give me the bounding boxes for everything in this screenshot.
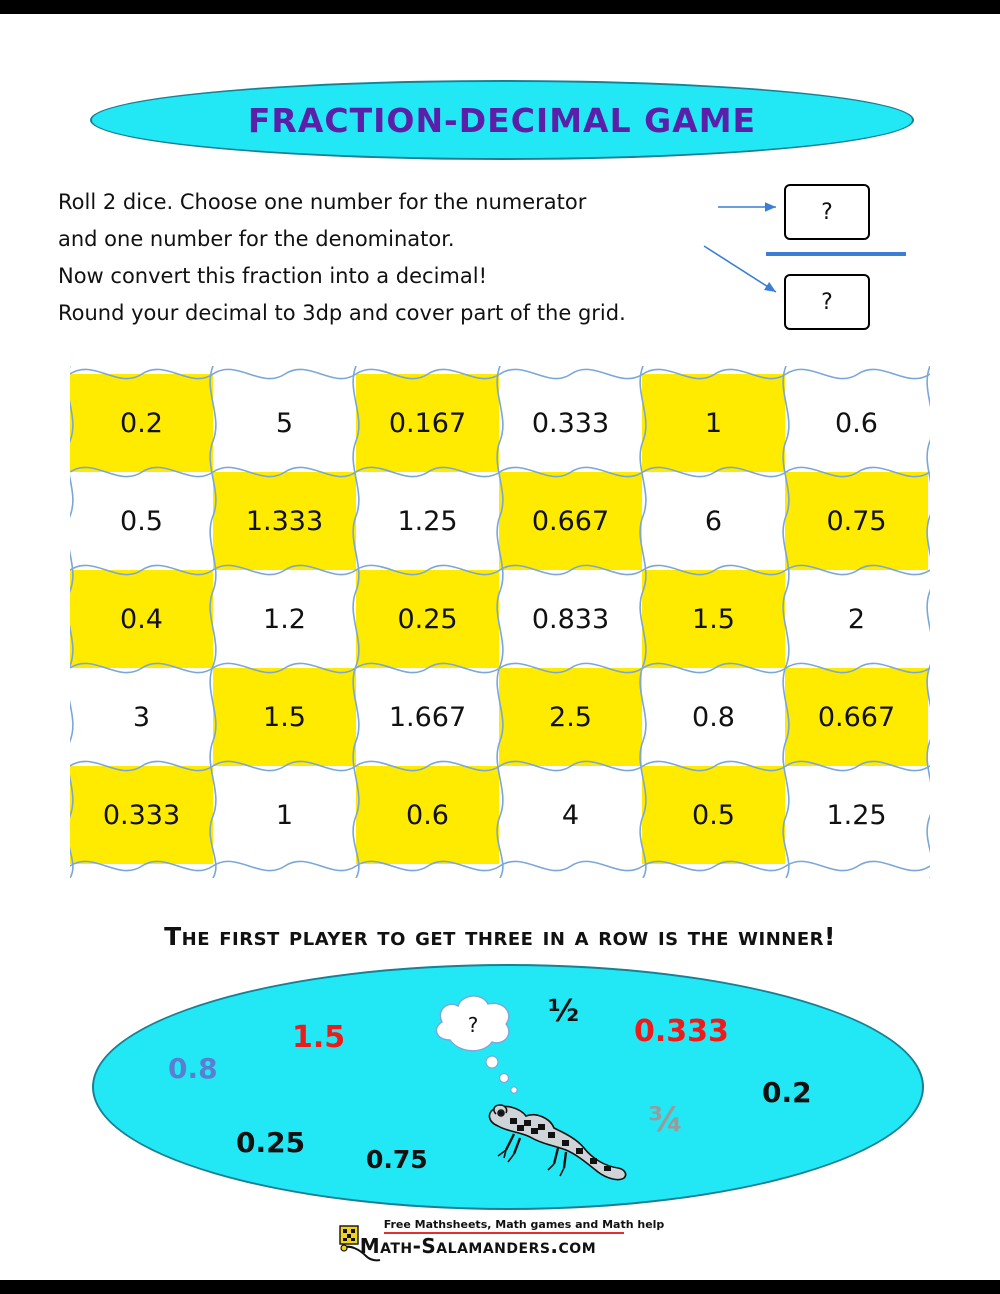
grid-cell-value: 2 — [847, 603, 866, 635]
instruction-line-4: Round your decimal to 3dp and cover part of the grid. — [58, 301, 626, 325]
grid-cell-value: 0.2 — [120, 407, 163, 439]
grid-cell[interactable] — [499, 374, 642, 472]
grid-cell[interactable] — [213, 766, 356, 864]
grid-cell-value: 2.5 — [549, 701, 592, 733]
grid-cell[interactable] — [642, 766, 785, 864]
grid-cell-value: 1.25 — [826, 799, 887, 831]
grid-cell-value: 1.667 — [388, 701, 467, 733]
grid-cell[interactable] — [785, 766, 928, 864]
decoration-number: 0.333 — [634, 1014, 729, 1049]
grid-cell[interactable] — [642, 668, 785, 766]
grid-cell[interactable] — [356, 472, 499, 570]
salamander-logo-icon — [336, 1220, 382, 1264]
page-title: FRACTION-DECIMAL GAME — [247, 100, 757, 140]
grid-cell[interactable] — [70, 374, 213, 472]
grid-cell-value: 0.667 — [817, 701, 896, 733]
decoration-number: 0.75 — [366, 1145, 428, 1174]
grid-cell[interactable] — [70, 472, 213, 570]
denominator-value: ? — [821, 289, 833, 315]
footer-site: Math-Salamanders.com — [359, 1234, 597, 1258]
winner-text: The first player to get three in a row is the winner! — [164, 922, 836, 951]
footer-tagline: Free Mathsheets, Math games and Math help — [383, 1218, 665, 1231]
decimal-grid — [70, 366, 930, 878]
grid-cell[interactable] — [70, 668, 213, 766]
grid-cell[interactable] — [213, 570, 356, 668]
grid-cell-value: 0.4 — [120, 603, 163, 635]
salamander-icon — [480, 1092, 630, 1202]
grid-cell[interactable] — [213, 668, 356, 766]
grid-cell-value: 0.8 — [692, 701, 735, 733]
grid-cell-value: 0.75 — [826, 505, 887, 537]
grid-cell-value: 0.833 — [531, 603, 610, 635]
grid-cell[interactable] — [499, 570, 642, 668]
grid-cell[interactable] — [70, 766, 213, 864]
grid-cell-value: 0.6 — [835, 407, 878, 439]
decoration-number: 0.2 — [762, 1076, 812, 1109]
grid-cell-value: 1.5 — [692, 603, 735, 635]
grid-cell[interactable] — [785, 374, 928, 472]
grid-cell[interactable] — [785, 570, 928, 668]
numerator-box[interactable] — [784, 184, 870, 240]
decoration-number: 1.5 — [292, 1020, 346, 1055]
grid-cell[interactable] — [356, 374, 499, 472]
grid-cell[interactable] — [499, 668, 642, 766]
grid-cell-value: 0.25 — [397, 603, 458, 635]
grid-cell[interactable] — [785, 472, 928, 570]
footer — [0, 1218, 1000, 1258]
decoration-number: 0.8 — [168, 1052, 218, 1085]
grid-cell-value: 1.2 — [263, 603, 306, 635]
decoration-number: ¾ — [648, 1100, 684, 1140]
instructions-block — [58, 184, 698, 332]
grid-cell[interactable] — [356, 766, 499, 864]
denominator-box[interactable] — [784, 274, 870, 330]
grid-cell-value: 1 — [275, 799, 294, 831]
instruction-line-1: Roll 2 dice. Choose one number for the numerator — [58, 190, 587, 214]
grid-cell-value: 5 — [275, 407, 294, 439]
grid-cell-value: 0.333 — [531, 407, 610, 439]
grid-cell[interactable] — [213, 374, 356, 472]
grid-cell-value: 0.167 — [388, 407, 467, 439]
fraction-bar — [766, 252, 906, 256]
numerator-value: ? — [821, 199, 833, 225]
decoration-number: 0.25 — [236, 1126, 306, 1159]
grid-cell[interactable] — [785, 668, 928, 766]
grid-cell-value: 0.667 — [531, 505, 610, 537]
grid-cell[interactable] — [499, 766, 642, 864]
grid-cell-value: 1.5 — [263, 701, 306, 733]
grid-cell-value: 0.5 — [692, 799, 735, 831]
grid-cell-value: 0.5 — [120, 505, 163, 537]
title-banner — [90, 80, 914, 160]
grid-cell[interactable] — [642, 472, 785, 570]
grid-cell-value: 3 — [132, 701, 151, 733]
grid-cell[interactable] — [642, 374, 785, 472]
grid-cell-value: 0.333 — [102, 799, 181, 831]
instruction-line-2: and one number for the denominator. — [58, 227, 455, 251]
grid-cell[interactable] — [356, 570, 499, 668]
instruction-line-3: Now convert this fraction into a decimal! — [58, 264, 487, 288]
thought-bubble-question: ? — [467, 1013, 479, 1037]
grid-cell-value: 1.25 — [397, 505, 458, 537]
grid-cell-value: 4 — [561, 799, 580, 831]
grid-cell-value: 1 — [704, 407, 723, 439]
grid-cell[interactable] — [642, 570, 785, 668]
grid-cell-value: 1.333 — [245, 505, 324, 537]
grid-cell[interactable] — [70, 570, 213, 668]
grid-cell[interactable] — [213, 472, 356, 570]
grid-cell[interactable] — [356, 668, 499, 766]
grid-cell[interactable] — [499, 472, 642, 570]
decoration-number: ½ — [548, 994, 580, 1029]
thought-bubble — [430, 992, 516, 1058]
grid-cell-value: 0.6 — [406, 799, 449, 831]
grid-cell-value: 6 — [704, 505, 723, 537]
